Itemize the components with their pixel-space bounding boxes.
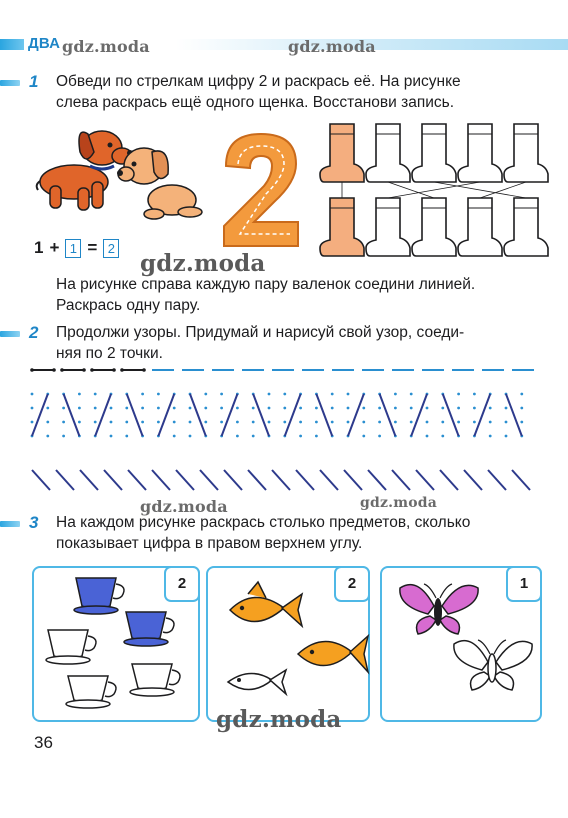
grid-dot — [378, 407, 381, 410]
grid-dot — [457, 393, 460, 396]
task-text-line: Раскрась одну пару. — [56, 297, 201, 314]
grid-dot — [520, 407, 523, 410]
count-badge: 2 — [164, 566, 200, 602]
pattern-slash — [224, 470, 242, 490]
grid-dot — [394, 407, 397, 410]
grid-dot — [283, 421, 286, 424]
grid-dot — [410, 407, 413, 410]
pattern-slash — [200, 470, 218, 490]
equation-term: 1 — [34, 238, 44, 257]
pattern-slash — [248, 470, 266, 490]
grid-dot — [268, 393, 271, 396]
grid-dot — [204, 407, 207, 410]
grid-dot — [252, 435, 255, 438]
pattern-line — [253, 394, 269, 436]
grid-dot — [394, 421, 397, 424]
pattern-line — [348, 394, 364, 436]
grid-dot — [110, 421, 113, 424]
pattern-slash — [392, 470, 410, 490]
cup-icon — [74, 578, 124, 614]
grid-dot — [204, 393, 207, 396]
pattern-dash — [90, 368, 116, 372]
grid-dot — [220, 407, 223, 410]
pattern-slash — [128, 470, 146, 490]
grid-dot — [457, 407, 460, 410]
grid-dot — [520, 393, 523, 396]
task-text-line: няя по 2 точки. — [56, 345, 163, 362]
coloring-box-butterflies — [380, 566, 542, 722]
grid-dot — [220, 421, 223, 424]
pattern-slash — [56, 470, 74, 490]
header-stripe-left — [0, 39, 24, 50]
grid-dot — [283, 407, 286, 410]
grid-dot — [331, 407, 334, 410]
grid-dot — [141, 407, 144, 410]
pattern-line — [474, 394, 490, 436]
pattern-dash — [120, 368, 146, 372]
grid-dot — [252, 407, 255, 410]
fish-icon — [298, 636, 368, 672]
grid-dot — [31, 407, 34, 410]
felt-boot-icon — [504, 198, 548, 256]
grid-dot — [189, 407, 192, 410]
grid-dot — [426, 421, 429, 424]
grid-dot — [441, 421, 444, 424]
grid-dot — [473, 393, 476, 396]
grid-dot — [141, 393, 144, 396]
felt-boot-icon — [458, 198, 502, 256]
pattern-line — [316, 394, 332, 436]
grid-dot — [173, 407, 176, 410]
pattern-line — [190, 394, 206, 436]
grid-dot — [31, 421, 34, 424]
grid-dot — [331, 393, 334, 396]
grid-dot — [347, 421, 350, 424]
fish-icon — [228, 670, 286, 694]
dog-icon — [117, 148, 202, 219]
grid-dot — [31, 393, 34, 396]
grid-dot — [441, 407, 444, 410]
grid-dot — [347, 393, 350, 396]
pattern-slash — [32, 470, 50, 490]
grid-dot — [78, 393, 81, 396]
grid-dot — [426, 407, 429, 410]
task-marker — [0, 521, 20, 527]
grid-dot — [520, 421, 523, 424]
watermark: gdz.moda — [288, 37, 376, 56]
watermark: gdz.moda — [62, 37, 150, 56]
grid-dot — [299, 435, 302, 438]
count-badge: 1 — [506, 566, 542, 602]
pattern-area — [30, 362, 542, 500]
fish-icon — [230, 582, 302, 626]
grid-dot — [299, 421, 302, 424]
equation-operator: + — [49, 238, 60, 257]
grid-dot — [94, 393, 97, 396]
grid-dot — [410, 421, 413, 424]
coloring-box-cups — [32, 566, 200, 722]
grid-dot — [220, 393, 223, 396]
task-text-line: показывает цифра в правом верхнем углу. — [56, 535, 363, 552]
grid-dot — [236, 407, 239, 410]
equation-box[interactable]: 2 — [103, 239, 119, 258]
grid-dot — [78, 407, 81, 410]
pattern-line — [285, 394, 301, 436]
watermark: gdz.moda — [140, 250, 266, 277]
pair-connector-line — [388, 182, 480, 198]
cup-icon — [66, 676, 116, 708]
pattern-line — [506, 394, 522, 436]
felt-boot-icon — [320, 198, 364, 256]
watermark: gdz.moda — [216, 706, 342, 733]
grid-dot — [94, 421, 97, 424]
butterfly-icon — [454, 640, 532, 690]
grid-dot — [78, 421, 81, 424]
grid-dot — [125, 421, 128, 424]
grid-dot — [505, 421, 508, 424]
grid-dot — [125, 435, 128, 438]
grid-dot — [268, 407, 271, 410]
cup-icon — [130, 664, 180, 696]
pattern-slash — [272, 470, 290, 490]
grid-dot — [141, 421, 144, 424]
task-number: 3 — [29, 513, 39, 532]
pair-connector-line — [434, 182, 526, 198]
digit-two-outline — [220, 130, 302, 250]
pattern-slash — [368, 470, 386, 490]
grid-dot — [94, 407, 97, 410]
pattern-line — [158, 394, 174, 436]
pair-connector-line — [388, 182, 434, 198]
grid-dot — [410, 393, 413, 396]
grid-dot — [299, 407, 302, 410]
equation-equals: = — [87, 238, 98, 257]
felt-boot-icon — [458, 124, 502, 182]
task-marker — [0, 80, 20, 86]
grid-dot — [268, 421, 271, 424]
grid-dot — [236, 435, 239, 438]
grid-dot — [489, 421, 492, 424]
pattern-dash — [30, 368, 56, 372]
count-badge: 2 — [334, 566, 370, 602]
pattern-slash — [344, 470, 362, 490]
pattern-line — [411, 394, 427, 436]
grid-dot — [489, 435, 492, 438]
grid-dot — [204, 421, 207, 424]
grid-dot — [331, 421, 334, 424]
grid-dot — [236, 421, 239, 424]
felt-boot-icon — [504, 124, 548, 182]
pattern-slash — [176, 470, 194, 490]
grid-dot — [473, 421, 476, 424]
coloring-box-fish — [206, 566, 370, 722]
grid-dot — [62, 435, 65, 438]
pattern-slash — [320, 470, 338, 490]
equation — [34, 238, 119, 258]
grid-dot — [157, 421, 160, 424]
task-marker — [0, 331, 20, 337]
felt-boots-grid — [318, 122, 550, 254]
pattern-slash — [440, 470, 458, 490]
pattern-slash — [488, 470, 506, 490]
grid-dot — [110, 435, 113, 438]
task-text-line: На каждом рисунке раскрась столько предметов, сколько — [56, 514, 471, 531]
grid-dot — [315, 435, 318, 438]
felt-boot-icon — [412, 124, 456, 182]
grid-dot — [157, 393, 160, 396]
task-text-line: На рисунке справа каждую пару валенок соедини линией. — [56, 276, 476, 293]
grid-dot — [489, 407, 492, 410]
grid-dot — [157, 407, 160, 410]
grid-dot — [110, 407, 113, 410]
grid-dot — [315, 407, 318, 410]
pattern-line — [32, 394, 48, 436]
felt-boot-icon — [412, 198, 456, 256]
task-number: 1 — [29, 72, 39, 91]
grid-dot — [362, 435, 365, 438]
grid-dot — [62, 407, 65, 410]
puppies-illustration — [32, 122, 212, 222]
grid-dot — [426, 435, 429, 438]
grid-dot — [46, 421, 49, 424]
grid-dot — [46, 435, 49, 438]
watermark: gdz.moda — [360, 495, 438, 511]
grid-dot — [505, 407, 508, 410]
grid-dot — [362, 407, 365, 410]
grid-dot — [347, 407, 350, 410]
pattern-slash — [464, 470, 482, 490]
felt-boot-icon — [366, 198, 410, 256]
cup-icon — [46, 630, 96, 664]
pattern-line — [64, 394, 80, 436]
pattern-line — [443, 394, 459, 436]
section-title: ДВА — [28, 35, 61, 52]
pattern-slash — [80, 470, 98, 490]
grid-dot — [505, 435, 508, 438]
pattern-line — [222, 394, 238, 436]
pair-connector-line — [480, 182, 526, 198]
grid-dot — [283, 393, 286, 396]
task-number: 2 — [29, 323, 39, 342]
grid-dot — [173, 421, 176, 424]
grid-dot — [189, 421, 192, 424]
cup-icon — [124, 612, 174, 646]
page-number: 36 — [34, 733, 53, 752]
grid-dot — [473, 407, 476, 410]
grid-dot — [362, 421, 365, 424]
butterfly-icon — [400, 584, 478, 634]
grid-dot — [252, 421, 255, 424]
grid-dot — [315, 421, 318, 424]
grid-dot — [46, 407, 49, 410]
grid-dot — [189, 435, 192, 438]
grid-dot — [378, 435, 381, 438]
watermark: gdz.moda — [140, 497, 228, 516]
grid-dot — [173, 435, 176, 438]
felt-boot-icon — [366, 124, 410, 182]
pattern-line — [127, 394, 143, 436]
equation-box[interactable]: 1 — [65, 239, 81, 258]
pattern-line — [380, 394, 396, 436]
grid-dot — [62, 421, 65, 424]
pattern-dash — [60, 368, 86, 372]
pattern-slash — [104, 470, 122, 490]
task-text-line: Обведи по стрелкам цифру 2 и раскрась её. На рисунке — [56, 73, 461, 90]
grid-dot — [394, 393, 397, 396]
task-text-line: Продолжи узоры. Придумай и нарисуй свой узор, соеди- — [56, 324, 465, 341]
grid-dot — [441, 435, 444, 438]
pattern-line — [95, 394, 111, 436]
pattern-slash — [512, 470, 530, 490]
grid-dot — [125, 407, 128, 410]
task-text-line: слева раскрась ещё одного щенка. Восстанови запись. — [56, 94, 454, 111]
pattern-slash — [152, 470, 170, 490]
grid-dot — [457, 421, 460, 424]
grid-dot — [378, 421, 381, 424]
pattern-slash — [416, 470, 434, 490]
pattern-slash — [296, 470, 314, 490]
felt-boot-icon — [320, 124, 364, 182]
